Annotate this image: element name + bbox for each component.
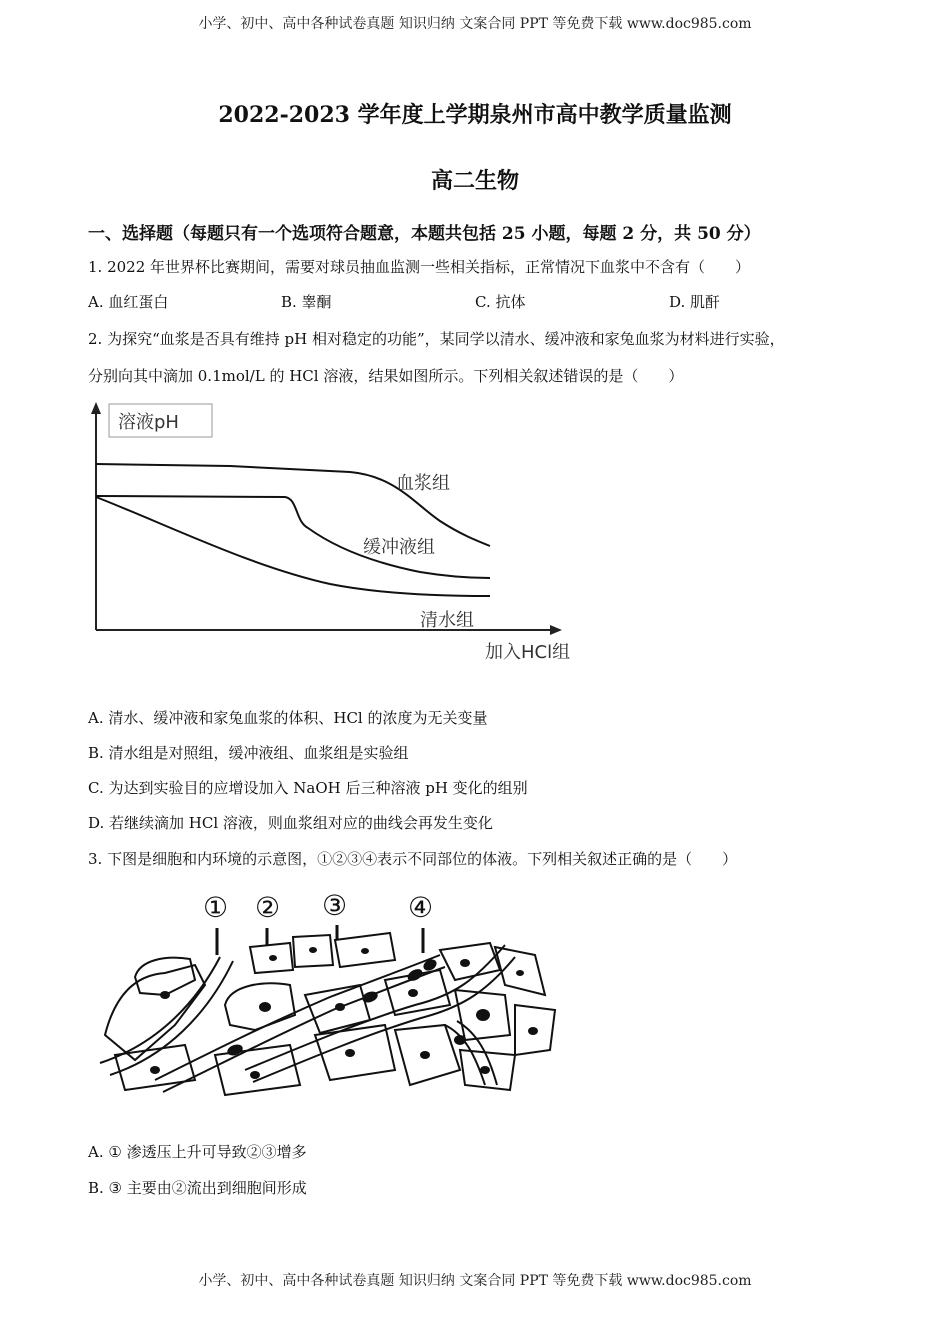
q2-stem-line2: 分别向其中滴加 0.1mol/L 的 HCl 溶液，结果如图所示。下列相关叙述错误的是（ ）	[88, 367, 684, 385]
cell-environment-diagram	[95, 885, 565, 1105]
q2-option-b: B. 清水组是对照组，缓冲液组、血浆组是实验组	[88, 744, 409, 762]
section-heading: 一、选择题（每题只有一个选项符合题意，本题共包括 25 小题，每题 2 分，共 50 分）	[88, 224, 761, 244]
x-axis-label: 加入HCl组	[485, 642, 571, 663]
q1-option-b: B. 睾酮	[281, 293, 332, 311]
q3-stem: 3. 下图是细胞和内环境的示意图，①②③④表示不同部位的体液。下列相关叙述正确的是（ ）	[88, 850, 738, 868]
x-axis-arrow	[550, 625, 562, 635]
label-1: ①	[203, 891, 229, 924]
ph-line-chart	[80, 396, 600, 676]
q2-option-d: D. 若继续滴加 HCl 溶液，则血浆组对应的曲线会再发生变化	[88, 814, 493, 832]
q2-option-a: A. 清水、缓冲液和家兔血浆的体积、HCl 的浓度为无关变量	[88, 709, 488, 727]
q3-option-a: A. ① 渗透压上升可导致②③增多	[88, 1143, 307, 1161]
q1-option-c: C. 抗体	[475, 293, 526, 311]
q2-stem-line1: 2. 为探究“血浆是否具有维持 pH 相对稳定的功能”，某同学以清水、缓冲液和家兔血浆为材料进行实验，	[88, 330, 785, 348]
label-4: ④	[408, 891, 434, 924]
page-footer: 小学、初中、高中各种试卷真题 知识归纳 文案合同 PPT 等免费下载 www.doc985.com	[198, 1273, 752, 1289]
subject-title: 高二生物	[430, 168, 519, 194]
q2-option-c: C. 为达到实验目的应增设加入 NaOH 后三种溶液 pH 变化的组别	[88, 779, 528, 797]
series-label-plasma: 血浆组	[396, 473, 450, 494]
q1-options	[88, 291, 888, 313]
y-axis-arrow	[91, 402, 101, 414]
label-3: ③	[322, 889, 348, 922]
page-header: 小学、初中、高中各种试卷真题 知识归纳 文案合同 PPT 等免费下载 www.doc985.com	[198, 16, 752, 32]
q3-option-b: B. ③ 主要由②流出到细胞间形成	[88, 1179, 307, 1197]
q1-stem: 1. 2022 年世界杯比赛期间，需要对球员抽血监测一些相关指标，正常情况下血浆中不含有（ ）	[88, 258, 751, 276]
exam-title: 2022-2023 学年度上学期泉州市高中教学质量监测	[218, 102, 732, 128]
q1-option-a: A. 血红蛋白	[88, 293, 169, 311]
q1-option-d: D. 肌酐	[669, 293, 721, 311]
y-axis-label: 溶液pH	[118, 412, 179, 433]
label-2: ②	[255, 891, 281, 924]
series-label-buffer: 缓冲液组	[363, 537, 435, 558]
series-label-water: 清水组	[420, 610, 474, 631]
